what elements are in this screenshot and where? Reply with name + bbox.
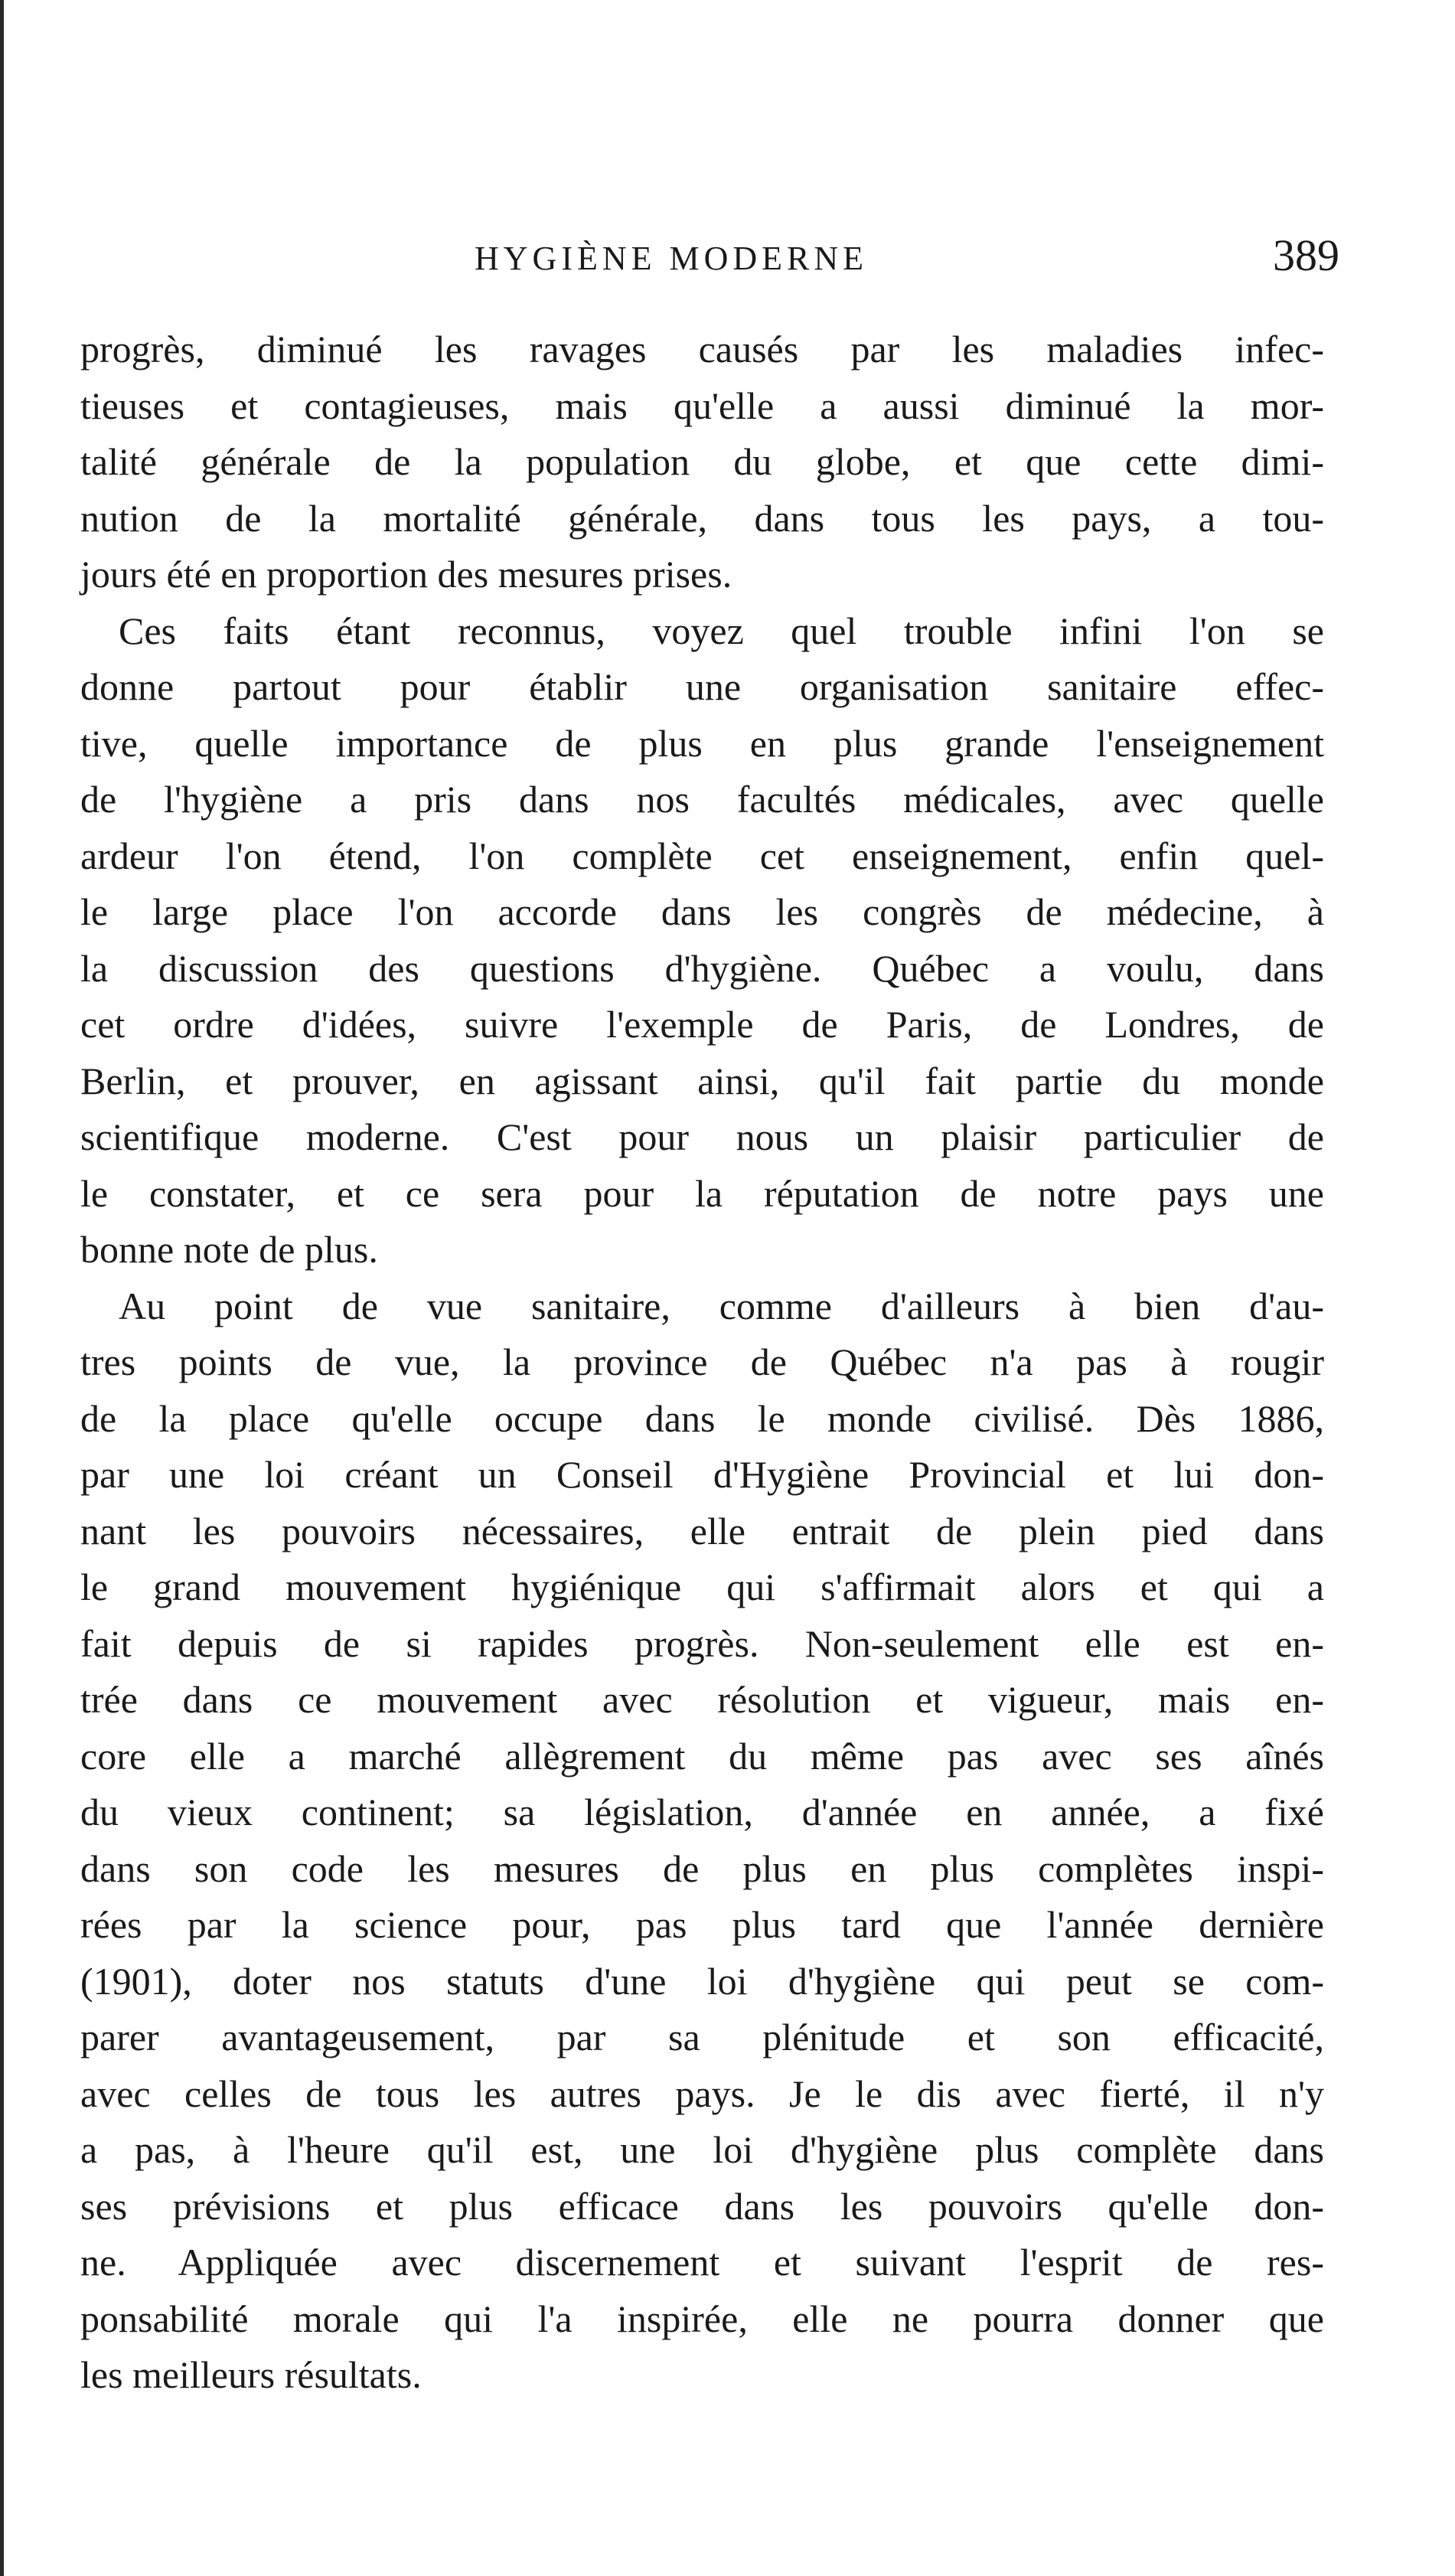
text-line: ardeur l'on étend, l'on complète cet enseignement, enfin quel-: [80, 834, 1324, 877]
text-line: parer avantageusement, par sa plénitude et son efficacité,: [80, 2016, 1324, 2059]
text-line: le large place l'on accorde dans les congrès de médecine, à: [80, 890, 1324, 933]
text-line: ne. Appliquée avec discernement et suivant l'esprit de res-: [80, 2241, 1324, 2284]
text-line: nution de la mortalité générale, dans tous les pays, a tou-: [80, 496, 1324, 540]
text-line: dans son code les mesures de plus en plus complètes inspi-: [80, 1846, 1324, 1890]
text-line: scientifique moderne. C'est pour nous un plaisir particulier de: [80, 1115, 1324, 1158]
text-line: trée dans ce mouvement avec résolution et vigueur, mais en-: [80, 1678, 1324, 1721]
text-line: les meilleurs résultats.: [80, 2353, 422, 2396]
text-line: core elle a marché allègrement du même pas avec ses aînés: [80, 1734, 1324, 1778]
text-line: progrès, diminué les ravages causés par les maladies infec-: [80, 328, 1324, 371]
text-line: talité générale de la population du globe, et que cette dimi-: [80, 440, 1324, 483]
text-line: cet ordre d'idées, suivre l'exemple de Paris, de Londres, de: [80, 1003, 1324, 1046]
text-line: ponsabilité morale qui l'a inspirée, elle ne pourra donner que: [80, 2297, 1324, 2340]
text-line: tive, quelle importance de plus en plus grande l'enseignement: [80, 721, 1324, 765]
page-header: [84, 230, 1339, 291]
text-line: tieuses et contagieuses, mais qu'elle a aussi diminué la mor-: [80, 384, 1324, 427]
page-edge: [0, 0, 4, 2576]
text-line: fait depuis de si rapides progrès. Non-seulement elle est en-: [80, 1621, 1324, 1665]
page-number: 389: [1273, 230, 1339, 280]
text-line: tres points de vue, la province de Québec n'a pas à rougir: [80, 1340, 1324, 1383]
text-line: rées par la science pour, pas plus tard que l'année dernière: [80, 1903, 1324, 1946]
body-text: [80, 322, 1324, 2404]
text-line: Au point de vue sanitaire, comme d'ailleurs à bien d'au-: [119, 1284, 1324, 1327]
text-line: de l'hygiène a pris dans nos facultés médicales, avec quelle: [80, 778, 1324, 821]
text-line: la discussion des questions d'hygiène. Québec a voulu, dans: [80, 946, 1324, 990]
text-line: du vieux continent; sa législation, d'année en année, a fixé: [80, 1791, 1324, 1833]
text-line: de la place qu'elle occupe dans le monde civilisé. Dès 1886,: [80, 1396, 1324, 1440]
text-line: bonne note de plus.: [80, 1228, 378, 1271]
text-line: Berlin, et prouver, en agissant ainsi, qu'il fait partie du monde: [80, 1059, 1324, 1102]
text-line: par une loi créant un Conseil d'Hygiène Provincial et lui don-: [80, 1453, 1324, 1496]
text-line: avec celles de tous les autres pays. Je le dis avec fierté, il n'y: [80, 2072, 1324, 2115]
text-line: Ces faits étant reconnus, voyez quel trouble infini l'on se: [119, 609, 1324, 652]
text-line: nant les pouvoirs nécessaires, elle entrait de plein pied dans: [80, 1509, 1324, 1552]
text-line: a pas, à l'heure qu'il est, une loi d'hygiène plus complète dans: [80, 2128, 1324, 2171]
running-title: HYGIÈNE MODERNE: [475, 240, 869, 277]
text-line: jours été en proportion des mesures prises.: [80, 553, 732, 596]
text-line: ses prévisions et plus efficace dans les pouvoirs qu'elle don-: [80, 2184, 1324, 2228]
text-line: le grand mouvement hygiénique qui s'affirmait alors et qui a: [80, 1566, 1324, 1608]
text-line: donne partout pour établir une organisation sanitaire effec-: [80, 665, 1324, 708]
text-line: le constater, et ce sera pour la réputation de notre pays une: [80, 1171, 1324, 1215]
text-line: (1901), doter nos statuts d'une loi d'hygiène qui peut se com-: [80, 1959, 1324, 2003]
